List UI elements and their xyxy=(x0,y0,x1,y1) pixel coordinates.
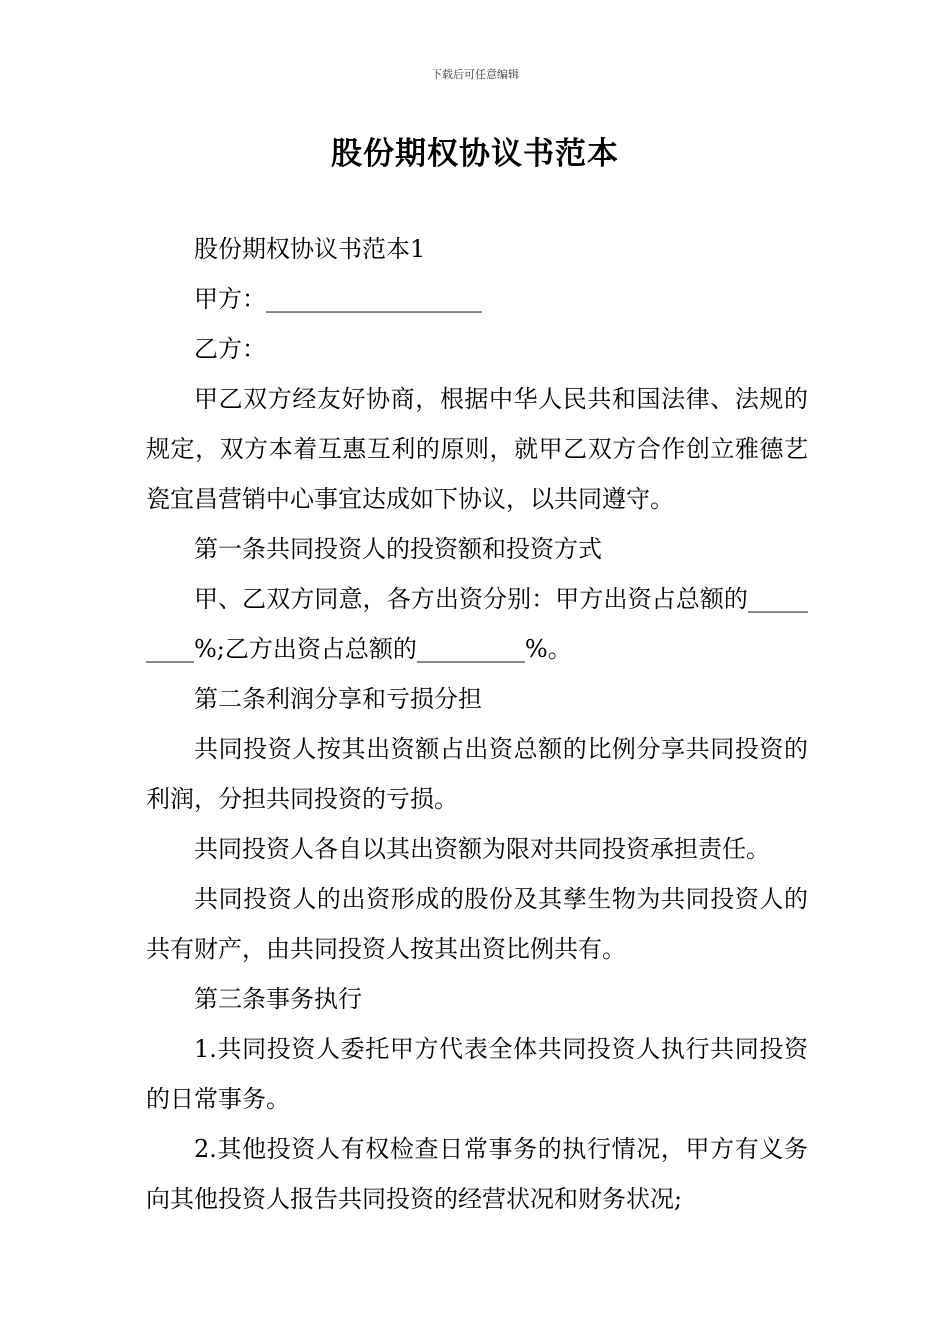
article-3-item-2: 2.其他投资人有权检查日常事务的执行情况，甲方有义务向其他投资人报告共同投资的经营状况和财务状况; xyxy=(146,1135,808,1213)
article-2-body-1: 共同投资人按其出资额占出资总额的比例分享共同投资的利润，分担共同投资的亏损。 xyxy=(146,735,808,813)
header-note: 下载后可任意编辑 xyxy=(431,68,519,81)
document-body xyxy=(146,224,808,1224)
paragraph-subtitle: 股份期权协议书范本1 xyxy=(194,235,426,263)
article-3-item-1: 1.共同投资人委托甲方代表全体共同投资人执行共同投资的日常事务。 xyxy=(146,1035,808,1113)
article-2-body-2: 共同投资人各自以其出资额为限对共同投资承担责任。 xyxy=(194,835,770,863)
article-3-heading: 第三条事务执行 xyxy=(194,985,362,1013)
article-2-heading: 第二条利润分享和亏损分担 xyxy=(194,685,482,713)
article-2-body-3: 共同投资人的出资形成的股份及其孳生物为共同投资人的共有财产，由共同投资人按其出资比例共有。 xyxy=(146,885,808,963)
document-title: 股份期权协议书范本 xyxy=(331,136,619,172)
paragraph-preamble: 甲乙双方经友好协商，根据中华人民共和国法律、法规的规定，双方本着互惠互利的原则，就甲乙双方合作创立雅德艺瓷宜昌营销中心事宜达成如下协议，以共同遵守。 xyxy=(146,385,808,513)
article-1-body: 甲、乙双方同意，各方出资分别：甲方出资占总额的_________%;乙方出资占总额的_________%。 xyxy=(146,585,808,663)
paragraph-party-b: 乙方： xyxy=(194,335,266,363)
article-1-heading: 第一条共同投资人的投资额和投资方式 xyxy=(194,535,602,563)
paragraph-party-a: 甲方：__________________ xyxy=(194,285,482,313)
